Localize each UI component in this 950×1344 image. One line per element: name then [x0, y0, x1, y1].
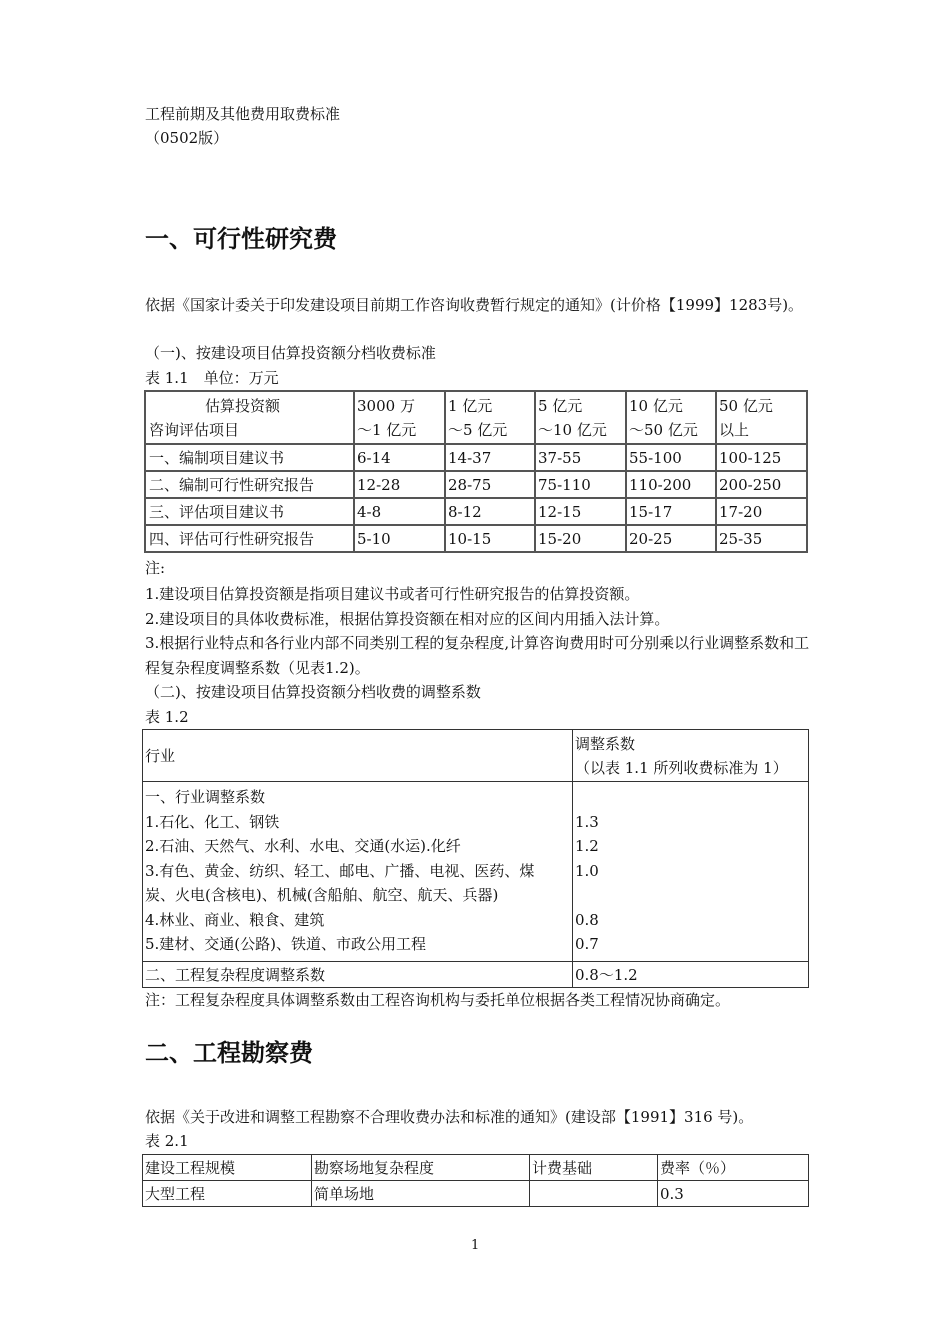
table-cell: 简单场地	[312, 1181, 530, 1207]
table-1-1-header-row	[145, 391, 807, 444]
table-row	[143, 1181, 809, 1207]
table-2-1-header-row	[143, 1155, 809, 1181]
table-cell: 8-12	[445, 498, 535, 525]
col-header: 计费基础	[530, 1155, 658, 1181]
table-1-1	[144, 390, 808, 553]
table-cell: 12-28	[354, 471, 445, 498]
table-cell: 17-20	[716, 498, 807, 525]
table-cell: 25-35	[716, 525, 807, 552]
coefficient-lines	[575, 785, 806, 957]
table-row	[145, 471, 807, 498]
section-1-basis: 依据《国家计委关于印发建设项目前期工作咨询收费暂行规定的通知》(计价格【1999】1283号)。	[145, 296, 804, 314]
note-3: 3.根据行业特点和各行业内部不同类别工程的复杂程度,计算咨询费用时可分别乘以行业调整系数和工程复杂程度调整系数（见表1.2)。	[145, 634, 810, 677]
table-1-2-caption: 表 1.2	[145, 708, 189, 726]
page-number: 1	[471, 1238, 480, 1253]
table-cell: 14-37	[445, 444, 535, 471]
coefficient-line	[575, 785, 806, 810]
corner-line-1: 估算投资额	[205, 396, 281, 415]
industry-list-cell	[143, 782, 573, 962]
industry-line: 1.石化、化工、钢铁	[145, 812, 280, 831]
table-cell: 10-15	[445, 525, 535, 552]
table-cell: 4-8	[354, 498, 445, 525]
table-cell: 75-110	[535, 471, 626, 498]
section-1-sub2: （二)、按建设项目估算投资额分档收费的调整系数	[145, 683, 481, 701]
industry-line: 3.有色、黄金、纺织、轻工、邮电、广播、电视、医药、煤	[145, 861, 535, 880]
table-1-2	[142, 729, 809, 988]
table-cell: 12-15	[535, 498, 626, 525]
row-label: 四、评估可行性研究报告	[145, 525, 354, 552]
table-cell: 20-25	[626, 525, 716, 552]
coefficient-list-cell	[573, 782, 809, 962]
industry-lines	[145, 785, 570, 957]
complexity-value: 0.8～1.2	[573, 962, 809, 988]
industry-line: 一、行业调整系数	[145, 788, 266, 806]
coefficient-line: 1.0	[575, 861, 599, 880]
table-cell: 28-75	[445, 471, 535, 498]
complexity-row	[143, 962, 809, 988]
table-cell: 5-10	[354, 525, 445, 552]
table-cell: 110-200	[626, 471, 716, 498]
corner-line-2: 咨询评估项目	[149, 420, 240, 439]
coefficient-line	[575, 883, 806, 908]
notes-title: 注:	[145, 559, 166, 577]
table-2-1-caption: 表 2.1	[145, 1132, 189, 1150]
document-version: （0502版）	[145, 129, 229, 147]
table-row	[145, 525, 807, 552]
industry-header: 行业	[143, 730, 573, 782]
note-1: 1.建设项目估算投资额是指项目建议书或者可行性研究报告的估算投资额。	[145, 585, 640, 603]
section-2-basis: 依据《关于改进和调整工程勘察不合理收费办法和标准的通知》(建设部【1991】316 号)。	[145, 1108, 754, 1126]
table-1-1-corner-cell	[145, 391, 354, 444]
complexity-label: 二、工程复杂程度调整系数	[143, 962, 573, 988]
table-cell	[530, 1181, 658, 1207]
col-header-5: 50 亿元 以上	[716, 391, 807, 444]
coefficient-line: 0.7	[575, 935, 599, 953]
section-1-sub1: （一)、按建设项目估算投资额分档收费标准	[145, 344, 436, 362]
table-row	[145, 498, 807, 525]
coefficient-line: 1.3	[575, 812, 599, 831]
table-1-2-note: 注：工程复杂程度具体调整系数由工程咨询机构与委托单位根据各类工程情况协商确定。	[145, 991, 731, 1009]
industry-line: 5.建材、交通(公路)、铁道、市政公用工程	[145, 935, 427, 953]
section-2-heading: 二、工程勘察费	[145, 1039, 313, 1067]
table-1-1-caption: 表 1.1 单位：万元	[145, 369, 279, 387]
coefficient-line: 0.8	[575, 910, 599, 929]
col-header-1: 3000 万 ～1 亿元	[354, 391, 445, 444]
section-1-heading: 一、可行性研究费	[145, 225, 337, 253]
note-2: 2.建设项目的具体收费标准，根据估算投资额在相对应的区间内用插入法计算。	[145, 610, 670, 628]
col-header-4: 10 亿元 ～50 亿元	[626, 391, 716, 444]
row-label: 三、评估项目建议书	[145, 498, 354, 525]
table-cell: 大型工程	[143, 1181, 312, 1207]
coefficient-line: 1.2	[575, 837, 599, 855]
row-label: 一、编制项目建议书	[145, 444, 354, 471]
table-cell: 37-55	[535, 444, 626, 471]
table-2-1	[142, 1154, 809, 1207]
col-header: 勘察场地复杂程度	[312, 1155, 530, 1181]
table-cell: 6-14	[354, 444, 445, 471]
table-cell: 100-125	[716, 444, 807, 471]
industry-line: 炭、火电(含核电)、机械(含船舶、航空、航天、兵器)	[145, 886, 499, 904]
row-label: 二、编制可行性研究报告	[145, 471, 354, 498]
table-cell: 0.3	[658, 1181, 809, 1207]
table-row	[145, 444, 807, 471]
table-cell: 200-250	[716, 471, 807, 498]
table-1-2-header-row	[143, 730, 809, 782]
industry-line: 2.石油、天然气、水利、水电、交通(水运).化纤	[145, 837, 461, 855]
table-cell: 15-17	[626, 498, 716, 525]
table-cell: 55-100	[626, 444, 716, 471]
table-cell: 15-20	[535, 525, 626, 552]
col-header: 建设工程规模	[143, 1155, 312, 1181]
coefficient-header: 调整系数 （以表 1.1 所列收费标准为 1）	[573, 730, 809, 782]
col-header: 费率（％）	[658, 1155, 809, 1181]
col-header-3: 5 亿元 ～10 亿元	[535, 391, 626, 444]
industry-line: 4.林业、商业、粮食、建筑	[145, 910, 325, 929]
industry-coefficient-row	[143, 782, 809, 962]
document-title: 工程前期及其他费用取费标准	[145, 105, 341, 123]
col-header-2: 1 亿元 ～5 亿元	[445, 391, 535, 444]
